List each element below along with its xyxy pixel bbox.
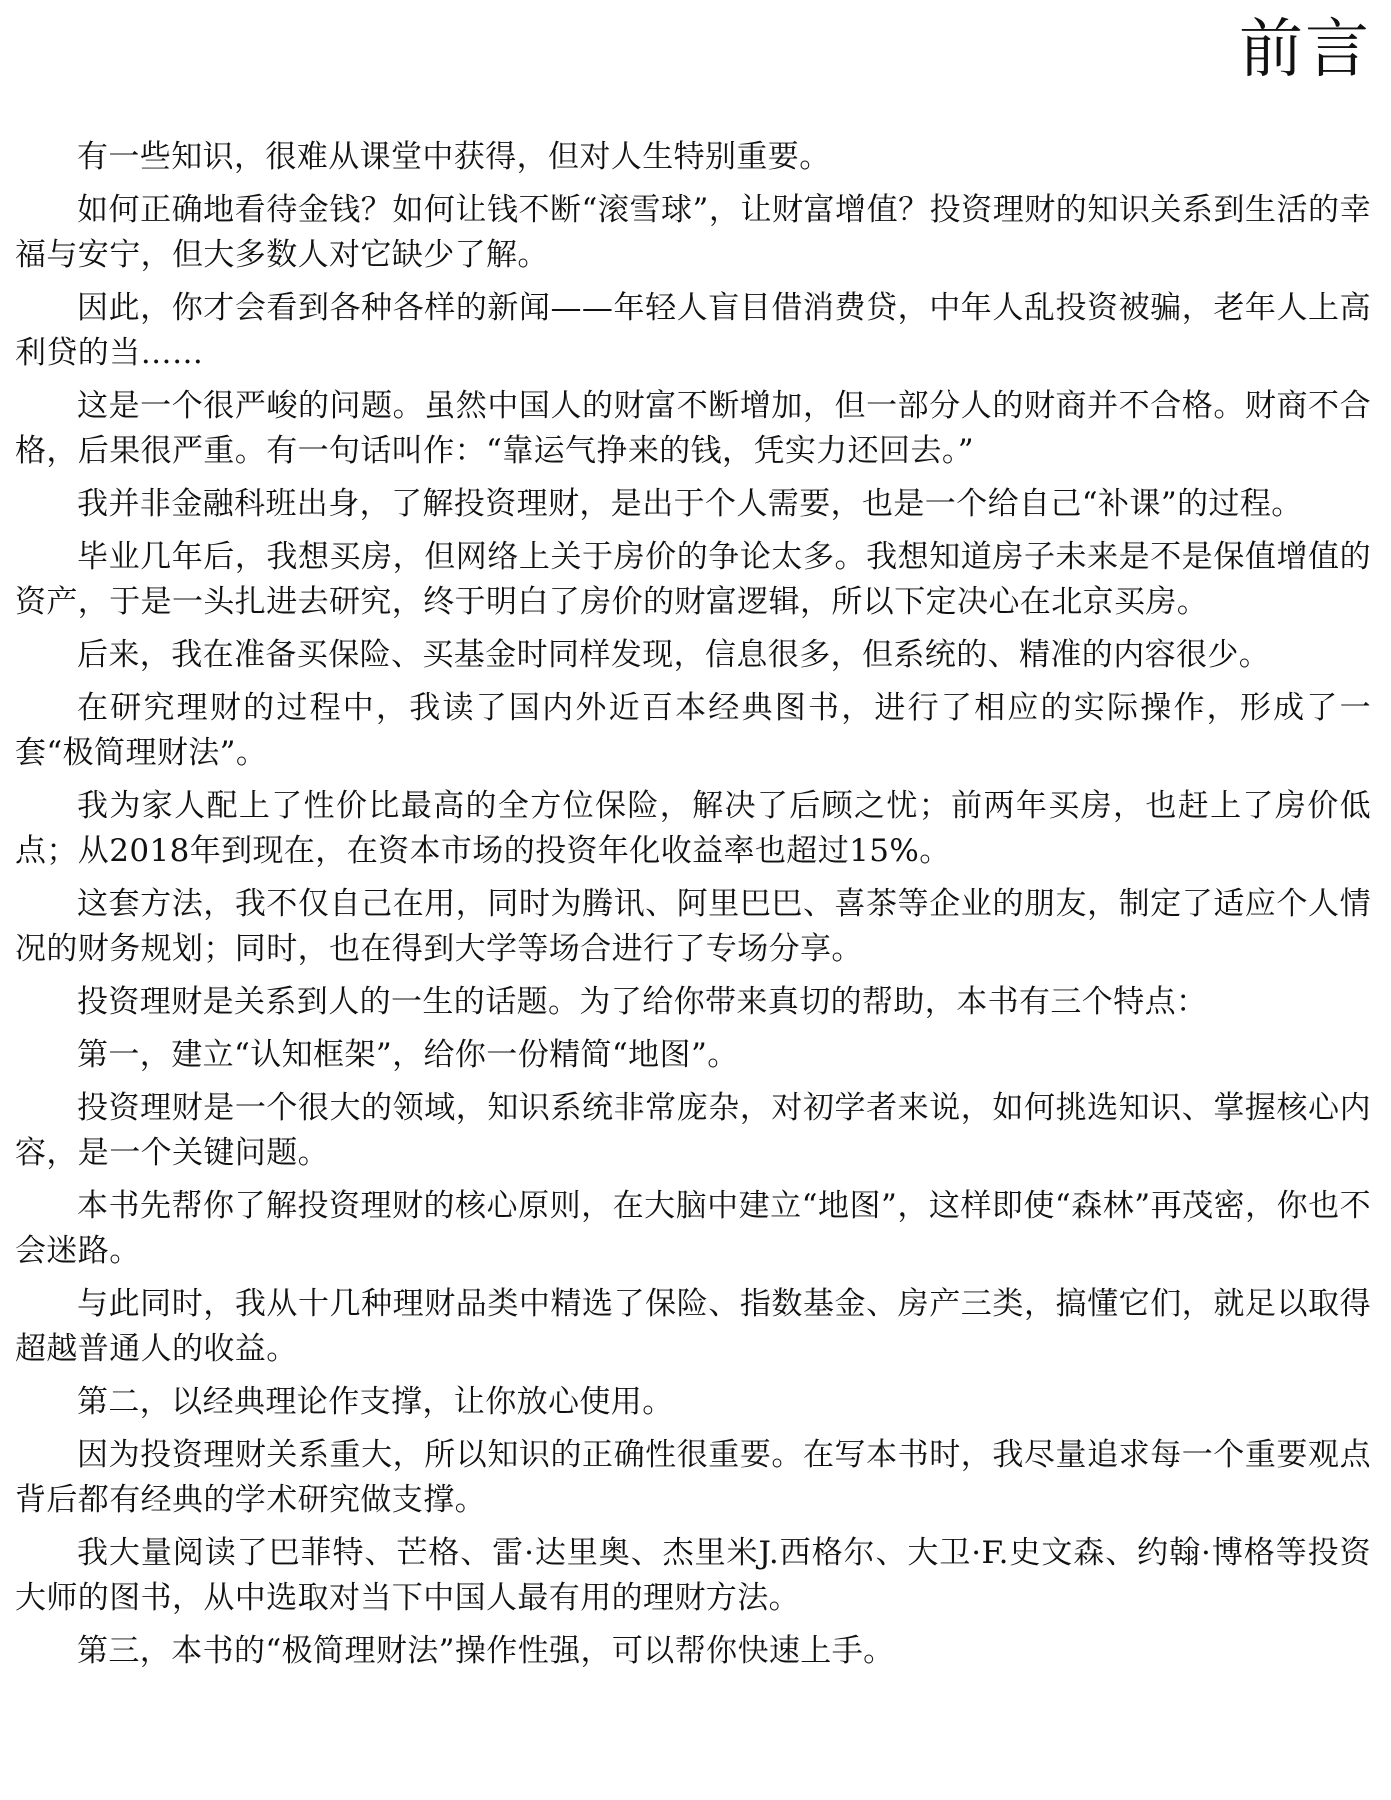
paragraph: 投资理财是关系到人的一生的话题。为了给你带来真切的帮助，本书有三个特点： <box>77 984 1208 1020</box>
paragraph: 后来，我在准备买保险、买基金时同样发现，信息很多，但系统的、精准的内容很少。 <box>77 637 1271 673</box>
preface-body <box>15 135 1371 1682</box>
paragraph: 我大量阅读了巴菲特、芒格、雷·达里奥、杰里米J.西格尔、大卫·F.史文森、约翰·博格等投资大师的图书，从中选取对当下中国人最有用的理财方法。 <box>15 1535 1371 1616</box>
paragraph: 第二，以经典理论作支撑，让你放心使用。 <box>77 1384 674 1420</box>
paragraph: 与此同时，我从十几种理财品类中精选了保险、指数基金、房产三类，搞懂它们，就足以取得超越普通人的收益。 <box>15 1286 1371 1367</box>
paragraph: 第三，本书的“极简理财法”操作性强，可以帮你快速上手。 <box>77 1633 895 1669</box>
paragraph: 这是一个很严峻的问题。虽然中国人的财富不断增加，但一部分人的财商并不合格。财商不合格，后果很严重。有一句话叫作：“靠运气挣来的钱，凭实力还回去。” <box>15 388 1371 469</box>
paragraph: 毕业几年后，我想买房，但网络上关于房价的争论太多。我想知道房子未来是不是保值增值的资产，于是一头扎进去研究，终于明白了房价的财富逻辑，所以下定决心在北京买房。 <box>15 539 1371 620</box>
paragraph: 因为投资理财关系重大，所以知识的正确性很重要。在写本书时，我尽量追求每一个重要观点背后都有经典的学术研究做支撑。 <box>15 1437 1371 1518</box>
paragraph: 第一，建立“认知框架”，给你一份精简“地图”。 <box>77 1037 739 1073</box>
paragraph: 因此，你才会看到各种各样的新闻——年轻人盲目借消费贷，中年人乱投资被骗，老年人上高利贷的当…… <box>15 290 1371 371</box>
paragraph: 我为家人配上了性价比最高的全方位保险，解决了后顾之忧；前两年买房，也赶上了房价低点；从2018年到现在，在资本市场的投资年化收益率也超过15%。 <box>15 788 1371 869</box>
paragraph: 这套方法，我不仅自己在用，同时为腾讯、阿里巴巴、喜茶等企业的朋友，制定了适应个人情况的财务规划；同时，也在得到大学等场合进行了专场分享。 <box>15 886 1371 967</box>
paragraph: 在研究理财的过程中，我读了国内外近百本经典图书，进行了相应的实际操作，形成了一套“极简理财法”。 <box>15 690 1371 771</box>
paragraph: 有一些知识，很难从课堂中获得，但对人生特别重要。 <box>77 139 831 175</box>
page-title: 前言 <box>1239 13 1371 87</box>
paragraph: 我并非金融科班出身，了解投资理财，是出于个人需要，也是一个给自己“补课”的过程。 <box>77 486 1303 522</box>
paragraph: 本书先帮你了解投资理财的核心原则，在大脑中建立“地图”，这样即使“森林”再茂密，你也不会迷路。 <box>15 1188 1371 1269</box>
paragraph: 如何正确地看待金钱？如何让钱不断“滚雪球”，让财富增值？投资理财的知识关系到生活的幸福与安宁，但大多数人对它缺少了解。 <box>15 192 1371 273</box>
paragraph: 投资理财是一个很大的领域，知识系统非常庞杂，对初学者来说，如何挑选知识、掌握核心内容，是一个关键问题。 <box>15 1090 1371 1171</box>
